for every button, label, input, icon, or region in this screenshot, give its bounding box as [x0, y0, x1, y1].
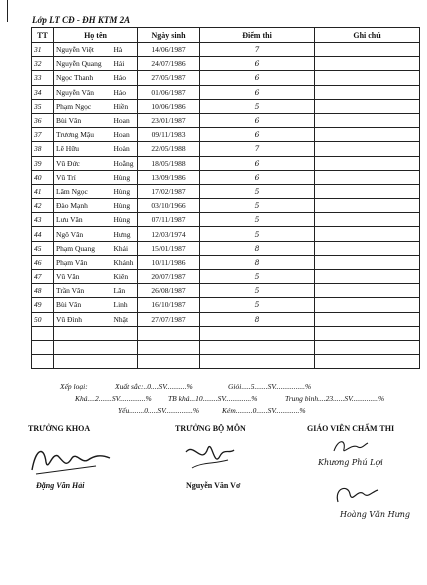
- col-header-diem-thi: Điểm thi: [200, 28, 315, 43]
- row-ghi-chu: [315, 128, 420, 142]
- empty-cell: [112, 326, 138, 340]
- giao-vien-signature-2: [330, 482, 380, 510]
- empty-row: [32, 326, 420, 340]
- row-ho: Vũ Văn: [54, 270, 112, 284]
- row-tt: 33: [32, 71, 54, 85]
- row-ten: Hải: [112, 57, 138, 71]
- row-diem-thi: 5: [200, 213, 315, 227]
- table-row: [32, 312, 420, 326]
- row-ten: Linh: [112, 298, 138, 312]
- row-ho: Phạm Ngọc: [54, 99, 112, 113]
- col-header-ho-ten: Họ tên: [54, 28, 138, 43]
- row-diem-thi: 6: [200, 156, 315, 170]
- table-row: [32, 255, 420, 269]
- row-diem-thi: 6: [200, 128, 315, 142]
- empty-cell: [138, 340, 200, 354]
- row-tt: 42: [32, 199, 54, 213]
- row-ho: Trương Mậu: [54, 128, 112, 142]
- empty-cell: [138, 326, 200, 340]
- row-ngay-sinh: 27/05/1987: [138, 71, 200, 85]
- grades-table: [31, 27, 420, 369]
- row-ten: Hoằng: [112, 156, 138, 170]
- table-row: [32, 99, 420, 113]
- row-ghi-chu: [315, 43, 420, 57]
- row-tt: 44: [32, 227, 54, 241]
- row-diem-thi: 5: [200, 199, 315, 213]
- row-tt: 47: [32, 270, 54, 284]
- row-tt: 34: [32, 85, 54, 99]
- row-ghi-chu: [315, 142, 420, 156]
- row-tt: 37: [32, 128, 54, 142]
- empty-cell: [315, 340, 420, 354]
- table-row: [32, 284, 420, 298]
- row-tt: 48: [32, 284, 54, 298]
- row-ten: Hưng: [112, 227, 138, 241]
- empty-cell: [32, 326, 54, 340]
- class-title: Lớp LT CĐ - ĐH KTM 2A: [32, 15, 131, 25]
- row-diem-thi: 7: [200, 142, 315, 156]
- row-tt: 41: [32, 184, 54, 198]
- row-ho: Lâm Ngọc: [54, 184, 112, 198]
- row-ho: Nguyễn Việt: [54, 43, 112, 57]
- row-ngay-sinh: 09/11/1983: [138, 128, 200, 142]
- row-ten: Hoan: [112, 128, 138, 142]
- row-ho: Ngô Văn: [54, 227, 112, 241]
- row-ho: Đào Mạnh: [54, 199, 112, 213]
- summary-label: Xếp loại:: [60, 382, 88, 391]
- empty-cell: [32, 355, 54, 369]
- row-diem-thi: 8: [200, 241, 315, 255]
- row-ho: Nguyễn Văn: [54, 85, 112, 99]
- table-row: [32, 184, 420, 198]
- empty-cell: [315, 326, 420, 340]
- table-row: [32, 213, 420, 227]
- row-diem-thi: 5: [200, 99, 315, 113]
- summary-xuat-sac: Xuất sắc:..0....SV...........%: [115, 382, 193, 391]
- row-tt: 49: [32, 298, 54, 312]
- row-tt: 32: [32, 57, 54, 71]
- row-diem-thi: 8: [200, 255, 315, 269]
- col-header-tt: TT: [32, 28, 54, 43]
- table-row: [32, 227, 420, 241]
- row-ho: Vũ Đức: [54, 156, 112, 170]
- empty-cell: [54, 326, 112, 340]
- row-ho: Ngọc Thanh: [54, 71, 112, 85]
- row-ho: Vũ Trí: [54, 170, 112, 184]
- row-ho: Phạm Quang: [54, 241, 112, 255]
- row-ho: Lưu Văn: [54, 213, 112, 227]
- row-ghi-chu: [315, 298, 420, 312]
- table-row: [32, 57, 420, 71]
- table-row: [32, 241, 420, 255]
- empty-row: [32, 355, 420, 369]
- row-ghi-chu: [315, 213, 420, 227]
- table-row: [32, 298, 420, 312]
- row-diem-thi: 5: [200, 284, 315, 298]
- row-ghi-chu: [315, 57, 420, 71]
- row-tt: 31: [32, 43, 54, 57]
- row-tt: 39: [32, 156, 54, 170]
- row-ho: Lê Hữu: [54, 142, 112, 156]
- row-tt: 46: [32, 255, 54, 269]
- row-ngay-sinh: 16/10/1987: [138, 298, 200, 312]
- table-row: [32, 270, 420, 284]
- empty-cell: [200, 326, 315, 340]
- table-row: [32, 142, 420, 156]
- truong-bo-mon-name: Nguyễn Văn Vơ: [186, 481, 241, 490]
- row-diem-thi: 8: [200, 312, 315, 326]
- row-ten: Hùng: [112, 184, 138, 198]
- giao-vien-signature-1: [330, 435, 370, 457]
- row-ten: Hoan: [112, 113, 138, 127]
- row-tt: 40: [32, 170, 54, 184]
- summary-kem: Kém.........0......SV.............%: [222, 406, 306, 415]
- row-ngay-sinh: 26/08/1987: [138, 284, 200, 298]
- row-tt: 38: [32, 142, 54, 156]
- row-ngay-sinh: 18/05/1988: [138, 156, 200, 170]
- row-ngay-sinh: 14/06/1987: [138, 43, 200, 57]
- row-ngay-sinh: 01/06/1987: [138, 85, 200, 99]
- table-row: [32, 43, 420, 57]
- row-ten: Hà: [112, 43, 138, 57]
- row-diem-thi: 6: [200, 170, 315, 184]
- giao-vien-hand-name-2: Hoàng Văn Hưng: [340, 510, 411, 519]
- row-diem-thi: 6: [200, 113, 315, 127]
- row-tt: 50: [32, 312, 54, 326]
- table-row: [32, 85, 420, 99]
- row-ngay-sinh: 12/03/1974: [138, 227, 200, 241]
- row-diem-thi: 7: [200, 43, 315, 57]
- empty-cell: [54, 355, 112, 369]
- row-ngay-sinh: 23/01/1987: [138, 113, 200, 127]
- row-tt: 36: [32, 113, 54, 127]
- row-ngay-sinh: 07/11/1987: [138, 213, 200, 227]
- row-ho: Nguyễn Quang: [54, 57, 112, 71]
- table-row: [32, 128, 420, 142]
- table-row: [32, 170, 420, 184]
- row-ten: Hảo: [112, 85, 138, 99]
- row-ho: Bùi Văn: [54, 298, 112, 312]
- row-ghi-chu: [315, 113, 420, 127]
- row-ten: Hùng: [112, 213, 138, 227]
- row-ghi-chu: [315, 156, 420, 170]
- truong-khoa-name: Đặng Văn Hải: [36, 481, 85, 490]
- summary-tb-kha: TB khá...10........SV..............%: [168, 394, 258, 403]
- empty-cell: [315, 355, 420, 369]
- row-ho: Trần Văn: [54, 284, 112, 298]
- row-ghi-chu: [315, 85, 420, 99]
- summary-kha: Khá....2.......SV..............%: [75, 394, 152, 403]
- row-ngay-sinh: 20/07/1987: [138, 270, 200, 284]
- table-body: [32, 43, 420, 369]
- empty-cell: [54, 340, 112, 354]
- row-ten: Hoàn: [112, 142, 138, 156]
- row-ten: Hùng: [112, 170, 138, 184]
- row-ho: Vũ Đình: [54, 312, 112, 326]
- empty-cell: [138, 355, 200, 369]
- row-ghi-chu: [315, 184, 420, 198]
- summary-gioi: Giỏi.....5.......SV................%: [228, 382, 312, 391]
- row-ngay-sinh: 22/05/1988: [138, 142, 200, 156]
- row-ghi-chu: [315, 241, 420, 255]
- empty-cell: [200, 340, 315, 354]
- empty-cell: [112, 355, 138, 369]
- row-ngay-sinh: 10/11/1986: [138, 255, 200, 269]
- row-ten: Khánh: [112, 255, 138, 269]
- row-diem-thi: 6: [200, 57, 315, 71]
- col-header-ngay-sinh: Ngày sinh: [138, 28, 200, 43]
- giao-vien-title: GIÁO VIÊN CHẤM THI: [307, 424, 395, 433]
- row-ten: Nhật: [112, 312, 138, 326]
- row-ghi-chu: [315, 71, 420, 85]
- row-ghi-chu: [315, 227, 420, 241]
- row-ten: Hùng: [112, 199, 138, 213]
- row-ghi-chu: [315, 284, 420, 298]
- row-ngay-sinh: 15/01/1987: [138, 241, 200, 255]
- row-diem-thi: 6: [200, 71, 315, 85]
- row-ghi-chu: [315, 199, 420, 213]
- page-edge-mark: [7, 0, 8, 22]
- empty-cell: [32, 340, 54, 354]
- summary-yeu: Yếu........0.....SV...............%: [118, 406, 200, 415]
- row-diem-thi: 5: [200, 298, 315, 312]
- row-ngay-sinh: 10/06/1986: [138, 99, 200, 113]
- summary-trung-binh: Trung bình....23......SV..............%: [285, 394, 385, 403]
- row-tt: 35: [32, 99, 54, 113]
- empty-cell: [200, 355, 315, 369]
- row-tt: 43: [32, 213, 54, 227]
- row-ngay-sinh: 27/07/1987: [138, 312, 200, 326]
- row-ngay-sinh: 24/07/1986: [138, 57, 200, 71]
- row-ghi-chu: [315, 255, 420, 269]
- row-ngay-sinh: 17/02/1987: [138, 184, 200, 198]
- col-header-ghi-chu: Ghi chú: [315, 28, 420, 43]
- row-ten: Hảo: [112, 71, 138, 85]
- row-ghi-chu: [315, 170, 420, 184]
- row-ngay-sinh: 03/10/1966: [138, 199, 200, 213]
- table-row: [32, 71, 420, 85]
- table-row: [32, 199, 420, 213]
- row-ghi-chu: [315, 99, 420, 113]
- row-diem-thi: 5: [200, 270, 315, 284]
- row-ten: Lân: [112, 284, 138, 298]
- truong-khoa-signature: [26, 440, 116, 478]
- row-diem-thi: 6: [200, 85, 315, 99]
- table-header-row: [32, 28, 420, 43]
- empty-row: [32, 340, 420, 354]
- row-ten: Kiên: [112, 270, 138, 284]
- giao-vien-hand-name-1: Khương Phú Lợi: [318, 458, 383, 467]
- row-ghi-chu: [315, 312, 420, 326]
- truong-khoa-title: TRƯỞNG KHOA: [28, 424, 91, 433]
- row-ghi-chu: [315, 270, 420, 284]
- row-ten: Khải: [112, 241, 138, 255]
- row-diem-thi: 5: [200, 184, 315, 198]
- row-diem-thi: 5: [200, 227, 315, 241]
- empty-cell: [112, 340, 138, 354]
- table-row: [32, 113, 420, 127]
- row-ho: Bùi Văn: [54, 113, 112, 127]
- row-ten: Hiền: [112, 99, 138, 113]
- row-ho: Phạm Văn: [54, 255, 112, 269]
- truong-bo-mon-title: TRƯỞNG BỘ MÔN: [175, 424, 246, 433]
- truong-bo-mon-signature: [180, 438, 240, 478]
- row-ngay-sinh: 13/09/1986: [138, 170, 200, 184]
- row-tt: 45: [32, 241, 54, 255]
- table-row: [32, 156, 420, 170]
